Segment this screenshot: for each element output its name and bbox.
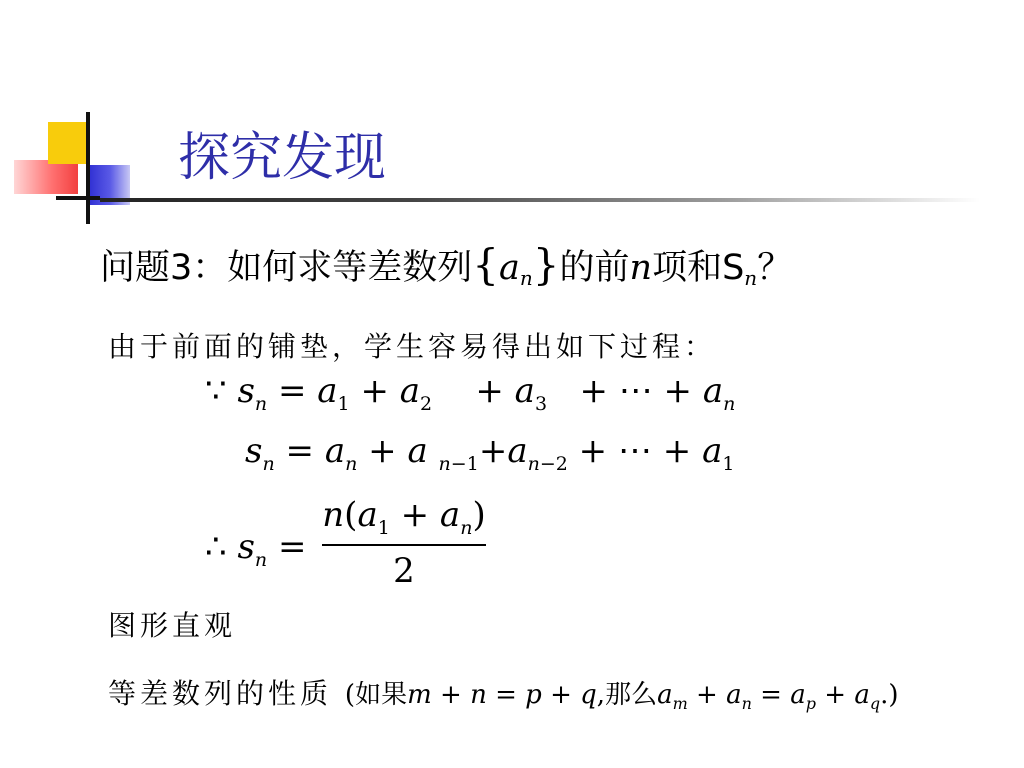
property-open: ( bbox=[344, 680, 356, 710]
decor-yellow-block bbox=[48, 122, 90, 164]
right-brace: } bbox=[532, 240, 560, 289]
property-condition: m + n = p + q, bbox=[407, 680, 606, 710]
s-sub: n bbox=[744, 266, 758, 290]
question-middle: 的前 bbox=[559, 248, 630, 288]
property-line bbox=[108, 672, 899, 713]
property-close: .) bbox=[880, 680, 899, 710]
n-var: n bbox=[629, 248, 653, 288]
title-underline bbox=[100, 198, 980, 202]
equation-reverse-sum: $s_n = a_n + a$ $_{n-1}+a_{n-2}$ + ⋯ + $a_1$ bbox=[245, 431, 735, 475]
seq-var: a bbox=[499, 248, 520, 288]
property-label: 等差数列的性质 bbox=[108, 677, 333, 710]
fraction-numerator: $n(a_1 + a_n)$ bbox=[322, 495, 486, 539]
slide-title: 探究发现 bbox=[178, 128, 387, 188]
property-then: 那么 bbox=[605, 680, 658, 710]
question-line bbox=[100, 240, 793, 300]
left-brace: { bbox=[472, 240, 500, 289]
property-conclusion: $a_m + a_n = a_p + a_q$ bbox=[657, 680, 881, 713]
property-if: 如果 bbox=[355, 680, 408, 710]
visual-intuition-text: 图形直观 bbox=[108, 609, 237, 642]
equation-result-lhs: ∴ $s_n$ = bbox=[205, 527, 307, 571]
seq-sub: n bbox=[519, 266, 533, 290]
decor-vertical-line bbox=[86, 112, 90, 224]
fraction-denominator: 2 bbox=[393, 551, 415, 591]
decor-short-line bbox=[56, 196, 100, 200]
intro-text: 由于前面的铺垫，学生容易得出如下过程： bbox=[108, 330, 717, 363]
question-suffix: 项和S bbox=[652, 248, 745, 288]
decor-red-block bbox=[14, 160, 78, 194]
question-mark: ？ bbox=[757, 248, 793, 288]
question-prefix: 问题3：如何求等差数列 bbox=[100, 248, 473, 288]
equation-result-fraction bbox=[322, 495, 486, 591]
equation-forward-sum: ∵ $s_n = a_1 + a_2$ + $a_3$ + ⋯ + $a_n$ bbox=[205, 371, 736, 415]
fraction-bar bbox=[322, 544, 486, 546]
